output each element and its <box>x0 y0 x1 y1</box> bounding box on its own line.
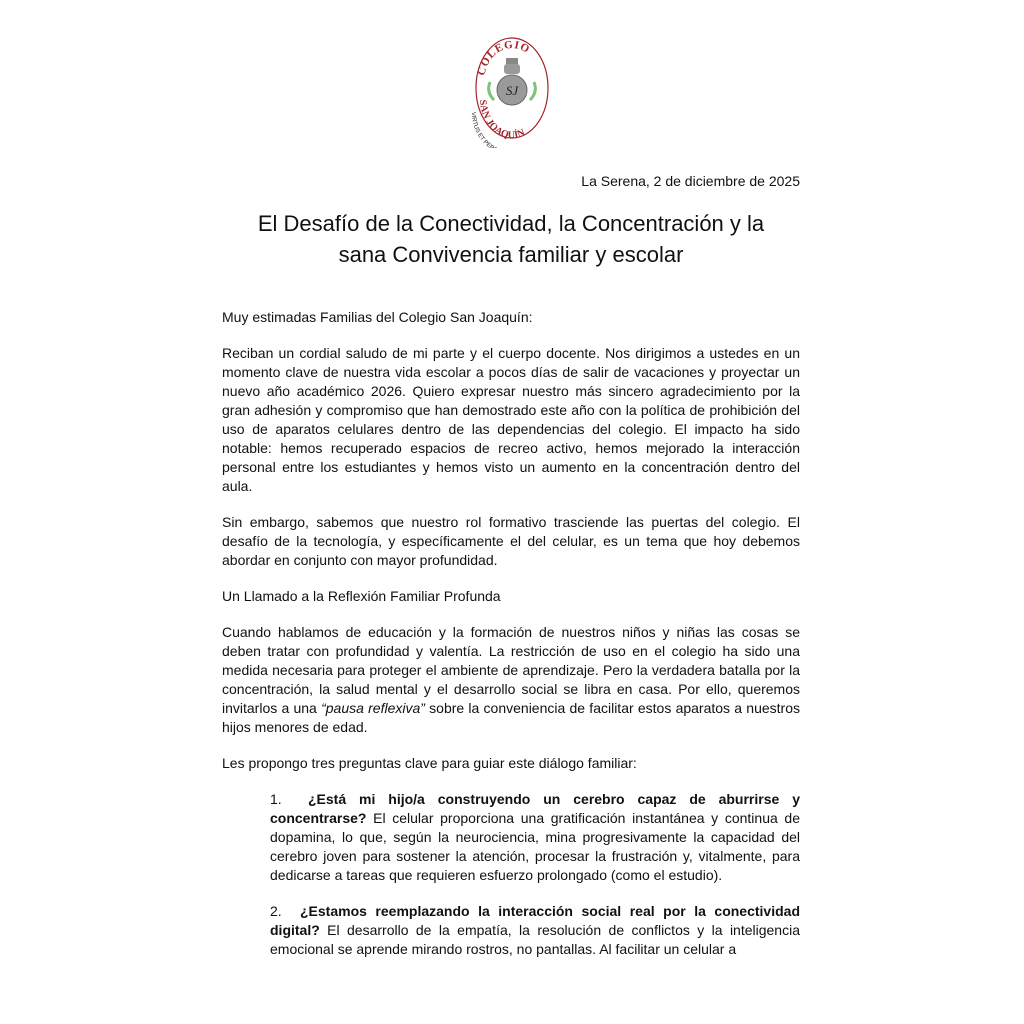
svg-text:SJ: SJ <box>505 83 519 98</box>
list-number: 1. <box>270 791 282 807</box>
document-title <box>222 208 800 270</box>
letter-date: La Serena, 2 de diciembre de 2025 <box>581 173 800 189</box>
greeting: Muy estimadas Familias del Colegio San Joaquín: <box>222 309 533 325</box>
svg-text:SAN JOAQUÍN: SAN JOAQUÍN <box>476 99 527 142</box>
school-logo <box>466 36 562 148</box>
list-item <box>270 902 800 959</box>
question: ¿Estamos reemplazando la interacción social real por la conectividad digital? <box>270 903 800 938</box>
questions-list <box>270 790 800 959</box>
list-number: 2. <box>270 903 282 919</box>
title-line: sana Convivencia familiar y escolar <box>338 242 684 267</box>
question: ¿Está mi hijo/a construyendo un cerebro capaz de aburrirse y concentrarse? <box>270 791 800 826</box>
emphasis: “pausa reflexiva” <box>321 700 425 716</box>
letter-body <box>222 308 800 976</box>
paragraph: Reciban un cordial saludo de mi parte y el cuerpo docente. Nos dirigimos a ustedes en un momento clave de nuestra vida escolar a pocos días de salir de vacaciones y proyectar un nuevo año académico 2026. Quiero expresar nuestro más sincero agradecimiento por la gran adhesión y compromiso que han demostrado este año con la política de prohibición del uso de aparatos celulares dentro de las dependencias del colegio. El impacto ha sido notable: hemos recuperado espacios de recreo activo, hemos mejorado la interacción personal entre los estudiantes y hemos visto un aumento en la concentración dentro del aula. <box>222 345 800 494</box>
text: Cuando hablamos de educación y la formación de nuestros niños y niñas las cosas se deben tratar con profundidad y valentía. La restricción de uso en el colegio ha sido una medida necesaria para proteger el ambiente de aprendizaje. Pero la verdadera batalla por la concentración, la salud mental y el desarrollo social se libra en casa. Por ello, queremos invitarlos a una <box>222 624 800 716</box>
svg-text:VIRTUS ET PERSEVERANTIAE: VIRTUS ET PE <box>469 111 492 148</box>
text: sobre la conveniencia de facilitar estos aparatos a nuestros hijos menores de edad. <box>222 700 801 735</box>
list-item <box>270 790 800 885</box>
question-text: El celular proporciona una gratificación instantánea y continua de dopamina, lo que, según la neurociencia, mina progresivamente la capacidad del cerebro joven para sostener la atención, procesar la frustración y, vitalmente, para dedicarse a tareas que requieren esfuerzo prolongado (como el estudio). <box>270 810 800 883</box>
title-line: El Desafío de la Conectividad, la Concentración y la <box>257 211 765 236</box>
section-heading: Un Llamado a la Reflexión Familiar Profunda <box>222 588 501 604</box>
question-text: El desarrollo de la empatía, la resolución de conflictos y la inteligencia emocional se aprende mirando rostros, no pantallas. Al facilitar un celular a <box>270 922 800 957</box>
svg-text:COLEGIO: COLEGIO <box>475 38 533 77</box>
paragraph: Sin embargo, sabemos que nuestro rol formativo trasciende las puertas del colegio. El desafío de la tecnología, y específicamente el del celular, es un tema que hoy debemos abordar en conjunto con mayor profundidad. <box>222 514 800 568</box>
list-intro: Les propongo tres preguntas clave para guiar este diálogo familiar: <box>222 755 637 771</box>
paragraph <box>222 623 800 737</box>
